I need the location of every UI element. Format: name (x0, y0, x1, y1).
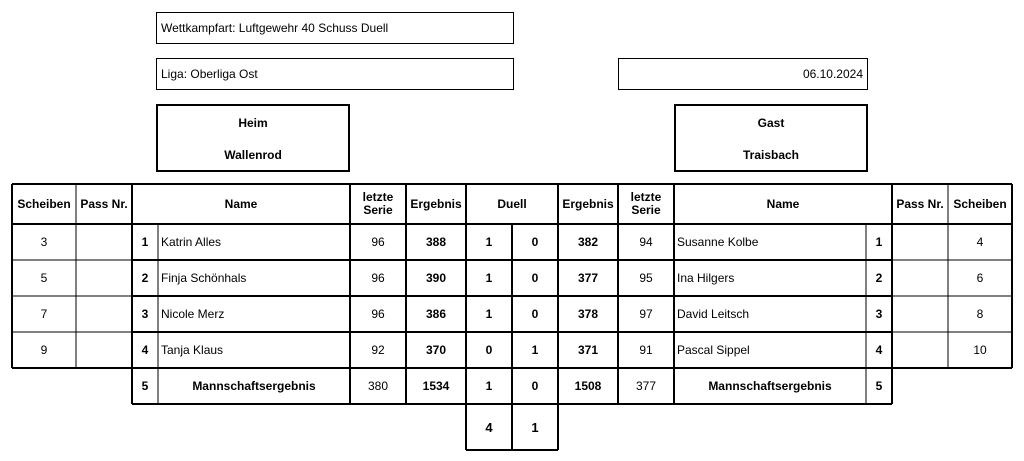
team-guest-label: Mannschaftsergebnis (708, 378, 832, 393)
row-3-duel-guest: 0 (531, 306, 539, 321)
guest-label: Gast (757, 116, 785, 130)
header-letzte-text: letzte (630, 190, 662, 204)
row-2-duel-home: 1 (485, 270, 493, 285)
row-4-guest-serie: 91 (639, 342, 653, 357)
row-2-guest-scheiben: 6 (976, 270, 984, 285)
row-4-home-ergebnis: 370 (425, 342, 447, 357)
row-1-home-scheiben: 3 (40, 234, 48, 249)
row-4-guest-nr: 4 (875, 342, 883, 357)
home-team-name: Wallenrod (224, 148, 282, 162)
row-3-guest-nr: 3 (875, 306, 883, 321)
row-1-home-name: Katrin Alles (161, 234, 222, 249)
header-serie-text: Serie (631, 203, 661, 217)
header-ergebnis-guest: Ergebnis (562, 196, 614, 211)
header-pass-nr-home: Pass Nr. (80, 196, 128, 211)
row-3-home-scheiben: 7 (40, 306, 48, 321)
row-1-duel-home: 1 (485, 234, 493, 249)
team-home-nr: 5 (141, 378, 149, 393)
total-home: 4 (485, 419, 493, 435)
header-duell: Duell (497, 196, 527, 211)
row-1-guest-scheiben: 4 (976, 234, 984, 249)
row-2-home-serie: 96 (371, 270, 385, 285)
row-3-guest-name: David Leitsch (677, 306, 750, 321)
row-2-home-name: Finja Schönhals (161, 270, 247, 285)
team-home-ergebnis: 1534 (422, 378, 450, 393)
header-scheiben-guest: Scheiben (953, 196, 1007, 211)
header-name-guest: Name (766, 196, 800, 211)
header-ergebnis-home: Ergebnis (410, 196, 462, 211)
row-4-guest-name: Pascal Sippel (677, 342, 750, 357)
row-2-home-scheiben: 5 (40, 270, 48, 285)
row-2-home-ergebnis: 390 (425, 270, 447, 285)
row-2-duel-guest: 0 (531, 270, 539, 285)
row-2-guest-ergebnis: 377 (577, 270, 599, 285)
team-duel-home: 1 (485, 378, 493, 393)
row-3-home-nr: 3 (141, 306, 149, 321)
row-1-guest-serie: 94 (639, 234, 653, 249)
header-letzte-serie-home (350, 184, 406, 224)
team-guest-ergebnis: 1508 (574, 378, 602, 393)
header-serie-text: Serie (363, 203, 393, 217)
row-3-home-serie: 96 (371, 306, 385, 321)
team-duel-guest: 0 (531, 378, 539, 393)
row-2-guest-nr: 2 (875, 270, 883, 285)
header-name-home: Name (224, 196, 258, 211)
row-1-guest-name: Susanne Kolbe (677, 234, 759, 249)
row-4-guest-ergebnis: 371 (577, 342, 599, 357)
header-letzte-serie-guest (618, 184, 674, 224)
competition-text: Wettkampfart: Luftgewehr 40 Schuss Duell (161, 21, 389, 35)
row-4-home-serie: 92 (371, 342, 385, 357)
team-home-label: Mannschaftsergebnis (192, 378, 316, 393)
row-3-guest-ergebnis: 378 (577, 306, 599, 321)
home-label: Heim (238, 116, 268, 130)
row-1-duel-guest: 0 (531, 234, 539, 249)
row-1-home-serie: 96 (371, 234, 385, 249)
row-4-home-scheiben: 9 (40, 342, 48, 357)
row-3-guest-serie: 97 (639, 306, 653, 321)
date-text: 06.10.2024 (802, 67, 863, 81)
row-4-home-name: Tanja Klaus (161, 342, 224, 357)
row-2-guest-name: Ina Hilgers (677, 270, 735, 285)
row-3-guest-scheiben: 8 (976, 306, 984, 321)
row-4-home-nr: 4 (141, 342, 149, 357)
guest-team-name: Traisbach (742, 148, 800, 162)
row-2-home-nr: 2 (141, 270, 149, 285)
header-scheiben-home: Scheiben (17, 196, 71, 211)
team-guest-nr: 5 (875, 378, 883, 393)
team-home-serie: 380 (367, 378, 389, 393)
row-2-guest-serie: 95 (639, 270, 653, 285)
row-3-home-name: Nicole Merz (161, 306, 225, 321)
row-4-duel-guest: 1 (531, 342, 539, 357)
row-1-home-ergebnis: 388 (425, 234, 447, 249)
row-3-duel-home: 1 (485, 306, 493, 321)
row-1-guest-ergebnis: 382 (577, 234, 599, 249)
row-4-duel-home: 0 (485, 342, 493, 357)
row-3-home-ergebnis: 386 (425, 306, 447, 321)
team-guest-serie: 377 (635, 378, 657, 393)
league-text: Liga: Oberliga Ost (161, 67, 258, 81)
row-4-guest-scheiben: 10 (973, 342, 987, 357)
row-1-home-nr: 1 (141, 234, 149, 249)
header-pass-nr-guest: Pass Nr. (896, 196, 944, 211)
total-guest: 1 (531, 419, 539, 435)
header-letzte-text: letzte (362, 190, 394, 204)
row-1-guest-nr: 1 (875, 234, 883, 249)
